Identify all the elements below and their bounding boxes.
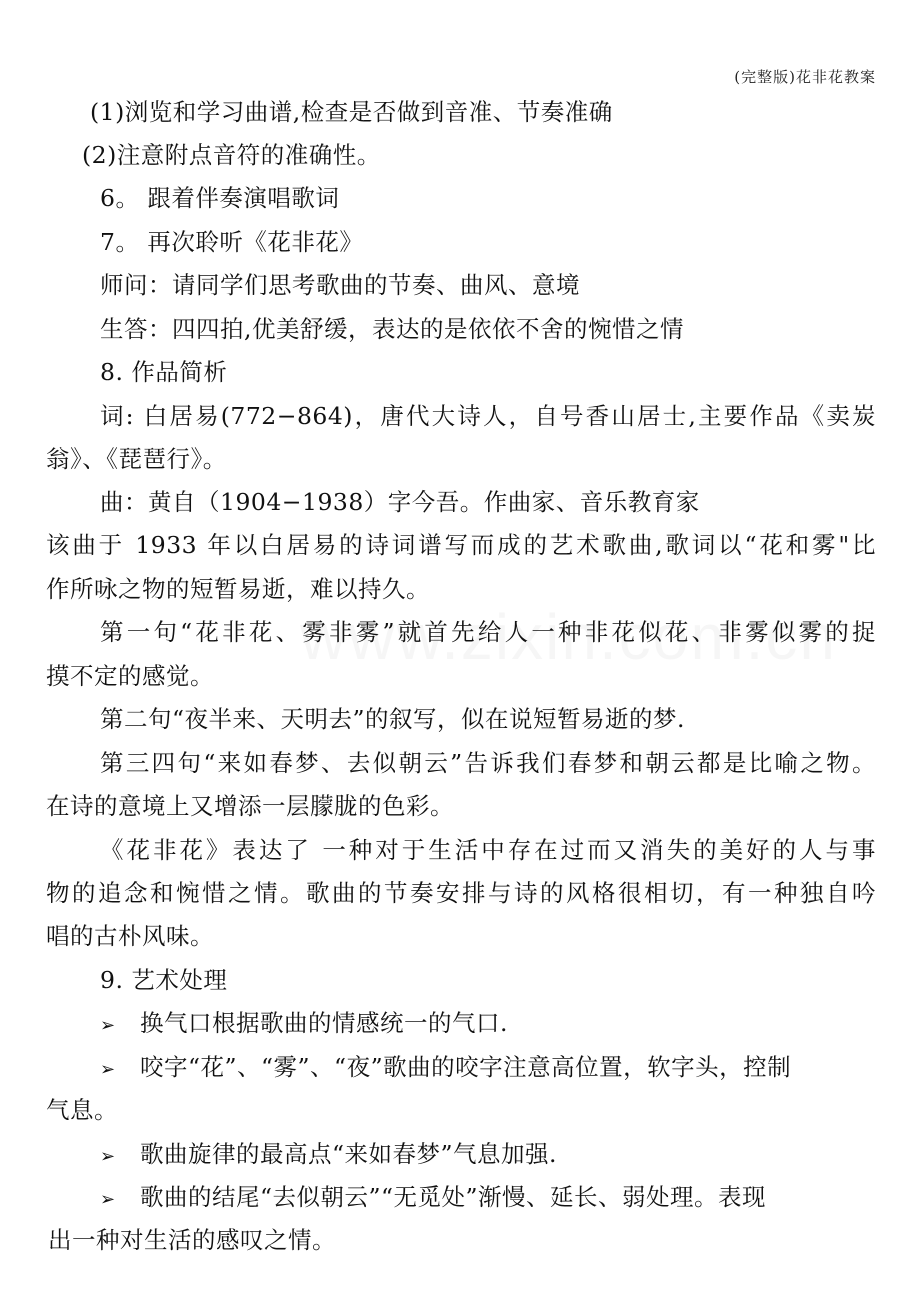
text-line: 唱的古朴风味。 [46,922,214,950]
text-line: 作所咏之物的短暂易逝，难以持久。 [46,575,430,603]
text-line: 物的追念和惋惜之情。歌曲的节奏安排与诗的风格很相切，有一种独自吟 [46,879,876,907]
text-line: 该曲于 1933 年以白居易的诗词谱写而成的艺术歌曲,歌词以“花和雾"比 [46,531,876,559]
text-line: 翁》、《琵琶行》。 [46,445,227,473]
text-line: 词: 白居易(772−864)，唐代大诗人，自号香山居士,主要作品《卖炭 [100,402,876,430]
text-line: 生答：四四拍,优美舒缓，表达的是依依不舍的惋惜之情 [100,315,684,343]
bullet-item: ➢ 歌曲旋律的最高点“来如春梦”气息加强. [100,1139,557,1172]
text-line: (2)注意附点音符的准确性。 [82,141,381,169]
text-line: 气息。 [46,1096,118,1124]
page-header: (完整版)花非花教案 [734,68,876,86]
bullet-arrow-icon: ➢ [100,1146,116,1167]
text-line: (1)浏览和学习曲谱,检查是否做到音准、节奏准确 [90,98,613,126]
text-line: 曲：黄自（1904−1938）字今吾。作曲家、音乐教育家 [100,488,700,516]
text-line: 第二句“夜半来、天明去”的叙写，似在说短暂易逝的梦. [100,705,685,733]
text-line: 7。 再次聆听《花非花》 [100,228,364,256]
bullet-item: ➢ 咬字“花”、“雾”、“夜”歌曲的咬字注意高位置，软字头，控制 [100,1052,876,1085]
text-line: 第一句“花非花、雾非雾”就首先给人一种非花似花、非雾似雾的捉 [100,618,876,646]
text-line: 第三四句“来如春梦、去似朝云”告诉我们春梦和朝云都是比喻之物。 [100,749,876,777]
bullet-item: ➢ 歌曲的结尾“去似朝云”“无觅处”渐慢、延长、弱处理。表现 [100,1182,766,1215]
text-line: 出一种对生活的感叹之情。 [48,1226,336,1254]
text-line: 师问：请同学们思考歌曲的节奏、曲风、意境 [100,271,580,299]
section-heading: 9. 艺术处理 [100,966,228,994]
bullet-arrow-icon: ➢ [100,1015,116,1036]
text-line: 摸不定的感觉。 [46,662,214,690]
text-line: 6。 跟着伴奏演唱歌词 [100,184,340,212]
bullet-item: ➢ 换气口根据歌曲的情感统一的气口. [100,1008,508,1041]
text-line: 《花非花》表达了 一种对于生活中存在过而又消失的美好的人与事 [100,836,876,864]
text-line: 在诗的意境上又增添一层朦胧的色彩。 [46,792,454,820]
bullet-arrow-icon: ➢ [100,1059,116,1080]
bullet-arrow-icon: ➢ [100,1189,116,1210]
section-heading: 8. 作品简析 [100,358,228,386]
